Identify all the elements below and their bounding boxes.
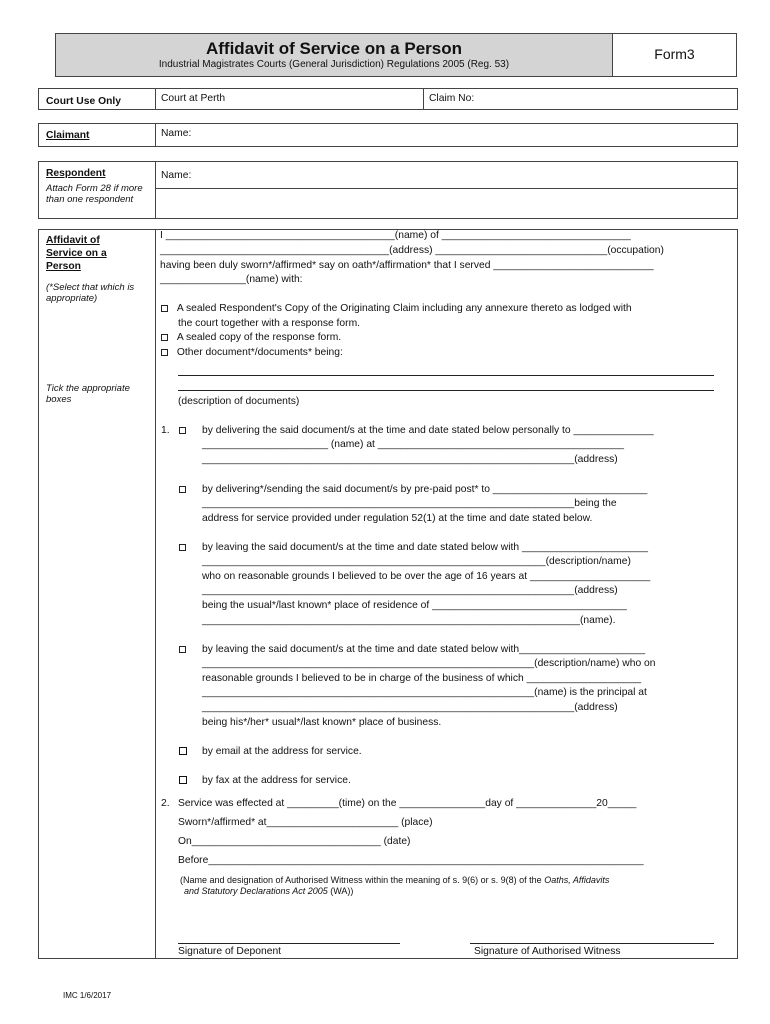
witness-note-act-1: Oaths, Affidavits [544,875,610,885]
doc2-text: A sealed copy of the response form. [176,332,342,343]
method4-line-e[interactable]: _________________________________________________________________(address) [202,702,618,713]
method4-line-b[interactable]: __________________________________________________________(description/name) who on [202,658,656,669]
method3-line-a[interactable]: by leaving the said document/s at the time and date stated below with ______________________ [202,542,648,553]
deponent-signature-line[interactable] [178,943,400,944]
item-number-1: 1. [161,425,170,436]
deponent-line-4[interactable]: _______________(name) with: [160,274,303,285]
doc2-checkbox[interactable] [161,334,168,341]
form-header [55,33,737,77]
method1-line-b[interactable]: ______________________ (name) at ___________________________________________ [202,439,625,450]
method-fax: by fax at the address for service. [202,775,351,786]
method2-line-b[interactable]: _________________________________________________________________being the [202,498,617,509]
doc-desc-line-1[interactable] [178,375,714,376]
doc1-text: A sealed Respondent's Copy of the Originating Claim including any annexure thereto as lodged with [176,303,632,314]
method4-checkbox[interactable] [179,646,186,653]
claimant-label: Claimant [46,130,90,141]
witness-note-text-1: (Name and designation of Authorised Witness within the meaning of s. 9(6) or s. 9(8) of the [180,875,545,885]
respondent-note: Attach Form 28 if more than one respondent [46,183,143,205]
affidavit-label: Affidavit of Service on a Person [46,235,107,272]
tick-note: Tick the appropriate boxes [46,383,130,405]
method3-line-b[interactable]: ____________________________________________________________(description/name) [202,556,631,567]
doc-option-2 [161,332,341,343]
form-number: Form3 [654,46,695,62]
method4-line-c[interactable]: reasonable grounds I believed to be in charge of the business of which ____________________ [202,673,642,684]
method3-line-f[interactable]: __________________________________________________________________(name). [202,615,616,626]
deponent-line-3[interactable]: having been duly sworn*/affirmed* say on oath*/affirmation* that I served ____________________________ [160,260,654,271]
footer-code: IMC 1/6/2017 [63,991,112,1000]
claimant-row [38,123,738,147]
respondent-name-field[interactable]: Name: [161,170,192,181]
method3-line-d[interactable]: _________________________________________________________________(address) [202,585,618,596]
witness-signature-label: Signature of Authorised Witness [474,946,621,957]
doc1-text-cont: the court together with a response form. [178,318,361,329]
form-subtitle: Industrial Magistrates Courts (General Jurisdiction) Regulations 2005 (Reg. 53) [158,59,510,70]
claim-number-field[interactable]: Claim No: [429,93,475,104]
witness-note-text-2: (WA)) [327,886,354,896]
method1-checkbox[interactable] [179,427,186,434]
method4-line-d[interactable]: __________________________________________________________(name) is the principal at [202,687,647,698]
court-use-row [38,88,738,110]
fax-checkbox[interactable] [179,776,187,784]
witness-signature-line[interactable] [470,943,714,944]
sworn-at-line[interactable]: Sworn*/affirmed* at_______________________ (place) [178,817,433,828]
claimant-name-field[interactable]: Name: [161,128,192,139]
doc1-checkbox[interactable] [161,305,168,312]
deponent-line-2[interactable]: ________________________________________(address) ______________________________(occupation) [160,245,664,256]
deponent-line-1[interactable]: I ________________________________________(name) of _________________________________ [160,230,631,241]
method2-line-a[interactable]: by delivering*/sending the said document/s by pre-paid post* to ___________________________ [202,484,648,495]
doc-option-3 [161,347,343,358]
respondent-row [38,161,738,219]
select-note: (*Select that which is appropriate) [46,282,135,304]
email-checkbox[interactable] [179,747,187,755]
witness-note [180,875,609,897]
method3-line-e[interactable]: being the usual*/last known* place of residence of __________________________________ [202,600,627,611]
doc3-text: Other document*/documents* being: [176,347,343,358]
court-field[interactable]: Court at Perth [161,93,226,104]
method4-line-f: being his*/her* usual*/last known* place of business. [202,717,442,728]
sworn-on-line[interactable]: On_________________________________ (date) [178,836,411,847]
court-use-label: Court Use Only [46,96,121,107]
before-line[interactable]: Before____________________________________________________________________________ [178,855,644,866]
respondent-label: Respondent [46,168,106,179]
doc-desc-line-2[interactable] [178,390,714,391]
method-email: by email at the address for service. [202,746,362,757]
doc-option-1 [161,303,632,314]
method1-line-c[interactable]: _________________________________________________________________(address) [202,454,618,465]
method1-line-a[interactable]: by delivering the said document/s at the time and date stated below personally to ______________ [202,425,654,436]
method2-line-c: address for service provided under regulation 52(1) at the time and date stated below. [202,513,593,524]
method3-line-c[interactable]: who on reasonable grounds I believed to be over the age of 16 years at _____________________ [202,571,651,582]
witness-note-act-2: and Statutory Declarations Act 2005 [184,886,328,896]
method4-line-a[interactable]: by leaving the said document/s at the time and date stated below with______________________ [202,644,646,655]
method2-checkbox[interactable] [179,486,186,493]
method3-checkbox[interactable] [179,544,186,551]
service-effected-line[interactable]: Service was effected at _________(time) on the _______________day of ______________20_____ [178,798,637,809]
deponent-signature-label: Signature of Deponent [178,946,282,957]
item-number-2: 2. [161,798,170,809]
form-title: Affidavit of Service on a Person [205,39,462,58]
doc3-checkbox[interactable] [161,349,168,356]
doc-desc-label: (description of documents) [178,396,300,407]
